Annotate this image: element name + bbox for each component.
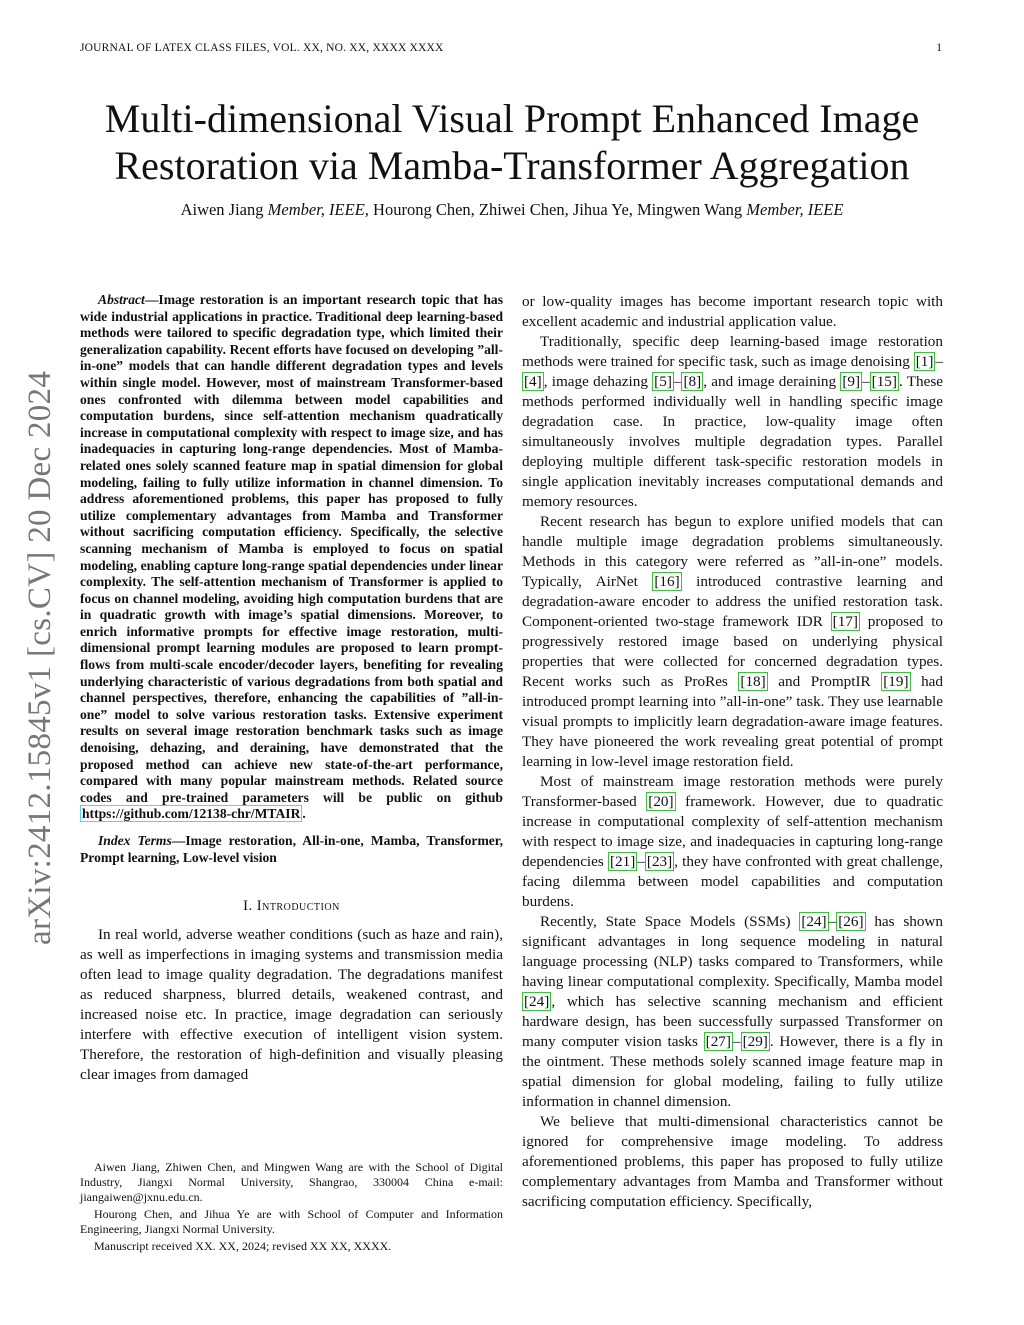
right-column: [522, 292, 943, 1212]
citation-link[interactable]: [20]: [648, 793, 674, 810]
text-run: , which has selective scanning mechanism and efficient hardware design, has been successfully surpassed Transformer on many computer vision tasks: [522, 993, 943, 1050]
citation-link[interactable]: [5]: [654, 373, 672, 390]
text-run: . These methods performed individually well in handling specific image degradation case. In practice, low-quality image often simultaneously involves multiple degradation types. Parallel deploying multiple different task-specific restoration models in single application inevitably increases computational demands and memory resources.: [522, 373, 943, 510]
text-run: had introduced prompt learning into ”all-in-one” task. They use learnable visual prompts to implicitly learn degradation-aware image features. They have pioneered the work revealing great potential of prompt learning in low-level image restoration field.: [522, 673, 943, 770]
arxiv-stamp: arXiv:2412.15845v1 [cs.CV] 20 Dec 2024: [22, 370, 58, 945]
text-run: Recent research has begun to explore unified models that can handle multiple image degradation problems simultaneously. Methods in this category were referred as ”all-in-one” models. Typically, AirNet: [522, 513, 943, 590]
intro-paragraph-5: [522, 912, 943, 1112]
citation-link[interactable]: [23]: [646, 853, 673, 870]
text-run: , and image deraining: [703, 373, 841, 390]
citation-link[interactable]: [24]: [524, 993, 550, 1010]
text-run: –: [862, 373, 870, 390]
text-run: introduced contrastive learning and degradation-aware encoder to address the unified restoration task. Component-oriented two-stage framework IDR: [522, 573, 943, 630]
section-number: I.: [243, 898, 253, 915]
text-run: framework. However, due to quadratic increase in computational complexity of self-attention mechanism with respect to image size, and inadequacies in capturing long-range dependencies: [522, 793, 943, 870]
citation-link[interactable]: [8]: [683, 373, 702, 390]
citation-link[interactable]: [9]: [842, 373, 861, 390]
citation-link[interactable]: [21]: [609, 853, 636, 870]
citation-link[interactable]: [29]: [742, 1033, 768, 1050]
citation-link[interactable]: [17]: [832, 613, 858, 630]
intro-paragraph-continued: or low-quality images has become important research topic with excellent academic and industrial application value.: [522, 293, 943, 330]
text-run: and PromptIR: [767, 673, 882, 690]
running-header: JOURNAL OF LATEX CLASS FILES, VOL. XX, NO. XX, XXXX XXXX: [80, 42, 444, 54]
index-terms-lead: Index Terms: [98, 833, 172, 848]
text-run: Recently, State Space Models (SSMs): [540, 913, 800, 930]
text-run: –: [637, 853, 645, 870]
text-run: , image dehazing: [543, 373, 653, 390]
text-run: Most of mainstream image restoration methods were purely Transformer-based: [522, 773, 943, 810]
index-terms: [80, 833, 503, 866]
author-others: Hourong Chen, Zhiwei Chen, Jihua Ye, Mingwen Wang: [373, 200, 743, 219]
citation-link[interactable]: [19]: [883, 673, 909, 690]
author-last-membership: Member, IEEE: [746, 200, 844, 219]
citation-link[interactable]: [27]: [705, 1033, 731, 1050]
text-run: –: [828, 913, 837, 930]
citation-link[interactable]: [15]: [871, 373, 897, 390]
section-heading: [80, 896, 503, 916]
text-run: has shown significant advantages in long sequence modeling in natural language processing (NLP) tasks compared to Transformers, while having linear computational complexity. Specifically, Mamba model: [522, 913, 943, 990]
section-name: Introduction: [256, 898, 340, 915]
footnotes: [80, 1160, 503, 1256]
citation-link[interactable]: [18]: [740, 673, 766, 690]
title-line-1: Multi-dimensional Visual Prompt Enhanced Image: [104, 96, 920, 141]
footnote-affiliation-2: Hourong Chen, and Jihua Ye are with School of Computer and Information Engineering, Jiangxi Normal University.: [80, 1207, 503, 1236]
abstract-text: —Image restoration is an important research topic that has wide industrial applications in practice. Traditional deep learning-based methods were tailored to specific degradation type, which limited their generalization capability. Recent efforts have focused on developing ”all-in-one” models that can handle different degradation types and levels within single model. However, most of mainstream Transformer-based ones confronted with dilemma between model capabilities and computation burdens, since self-attention mechanism quadratically increase in computational complexity with respect to image size, and has inadequacies in capturing long-range dependencies. Most of Mamba-related ones solely scanned feature map in spatial dimension for global modeling, failing to fully utilize information in channel dimension. To address aforementioned problems, this paper has proposed to fully utilize complementary advantages from Mamba and Transformer without sacrificing computation efficiency. Specifically, the selective scanning mechanism of Mamba is employed to focus on spatial modeling, enabling capture long-range spatial dependencies under linear complexity. The self-attention mechanism of Transformer is applied to focus on channel modeling, avoiding high computation burdens that are in quadratic growth with image’s spatial dimensions. Moreover, to enrich informative prompts for effective image restoration, multi-dimensional prompt learning modules are proposed to learn prompt-flows from multi-scale encoder/decoder layers, benefiting for revealing underlying characteristic of various degradations from both spatial and channel perspectives, therefore, enhancing the capabilities of ”all-in-one” model to solve various restoration tasks. Extensive experiment results on several image restoration benchmark tasks such as image denoising, dehazing, and deraining, have demonstrated that the proposed method can achieve new state-of-the-art performance, compared with many popular mainstream methods. Related source codes and pre-trained parameters will be public on github: [80, 292, 503, 805]
citation-link[interactable]: [24]: [801, 913, 827, 930]
text-run: –: [732, 1033, 741, 1050]
footnote-affiliation-1: Aiwen Jiang, Zhiwen Chen, and Mingwen Wang are with the School of Digital Industry, Jiangxi Normal University, Shangrao, 330004 China e-mail: jiangaiwen@jxnu.edu.cn.: [80, 1160, 503, 1204]
intro-paragraph-6: We believe that multi-dimensional characteristics cannot be ignored for comprehensive image modeling. To address aforementioned problems, this paper has proposed to fully utilize complementary advantages from Mamba and Transformer without sacrificing computation efficiency. Specifically,: [522, 1113, 943, 1210]
citation-link[interactable]: [16]: [654, 573, 680, 590]
text-run: –: [935, 353, 943, 370]
intro-paragraph-1: In real world, adverse weather conditions (such as haze and rain), as well as imperfections in imaging systems and transmission media often lead to image quality degradation. The degradations manifest as reduced sharpness, blurred details, weakened contrast, and increased noise etc. In practice, image degradation can seriously interfere with effective execution of intelligent vision system. Therefore, the restoration of high-definition and visually pleasing clear images from damaged: [80, 926, 503, 1084]
abstract-end: .: [302, 806, 306, 822]
footnote-manuscript: Manuscript received XX. XX, 2024; revised XX XX, XXXX.: [94, 1239, 392, 1253]
text-run: Traditionally, specific deep learning-based image restoration methods were trained for specific task, such as image denoising: [522, 333, 943, 370]
left-column: [80, 292, 503, 1085]
text-run: –: [673, 373, 682, 390]
title-line-2: Restoration via Mamba-Transformer Aggregation: [114, 143, 910, 188]
text-run: . However, there is a fly in the ointment. These methods solely scanned image feature map in spatial dimension for global modeling, failing to fully utilize information in channel dimension.: [522, 1033, 943, 1110]
abstract-lead: Abstract: [98, 292, 145, 307]
text-run: , they have confronted with great challenge, facing dilemma between model capabilities and computation burdens.: [522, 853, 943, 910]
intro-paragraph-2: [522, 332, 943, 512]
author-list: [60, 200, 964, 220]
author-1: Aiwen Jiang: [180, 200, 264, 219]
paper-title: [60, 95, 964, 189]
citation-link[interactable]: [26]: [838, 913, 864, 930]
author-1-membership: Member, IEEE,: [267, 200, 369, 219]
page-number: 1: [936, 42, 942, 54]
index-terms-text: —Image restoration, All-in-one, Mamba, Transformer, Prompt learning, Low-level vision: [80, 833, 503, 865]
intro-paragraph-4: [522, 772, 943, 912]
text-run: proposed to progressively restored image based on underlying physical properties that were collected for concerned degradation types. Recent works such as ProRes: [522, 613, 944, 690]
citation-link[interactable]: [1]: [915, 353, 934, 370]
abstract: [80, 292, 503, 823]
citation-link[interactable]: [4]: [524, 373, 542, 390]
github-link[interactable]: https://github.com/12138-chr/MTAIR: [82, 806, 301, 822]
intro-paragraph-3: [522, 512, 943, 772]
